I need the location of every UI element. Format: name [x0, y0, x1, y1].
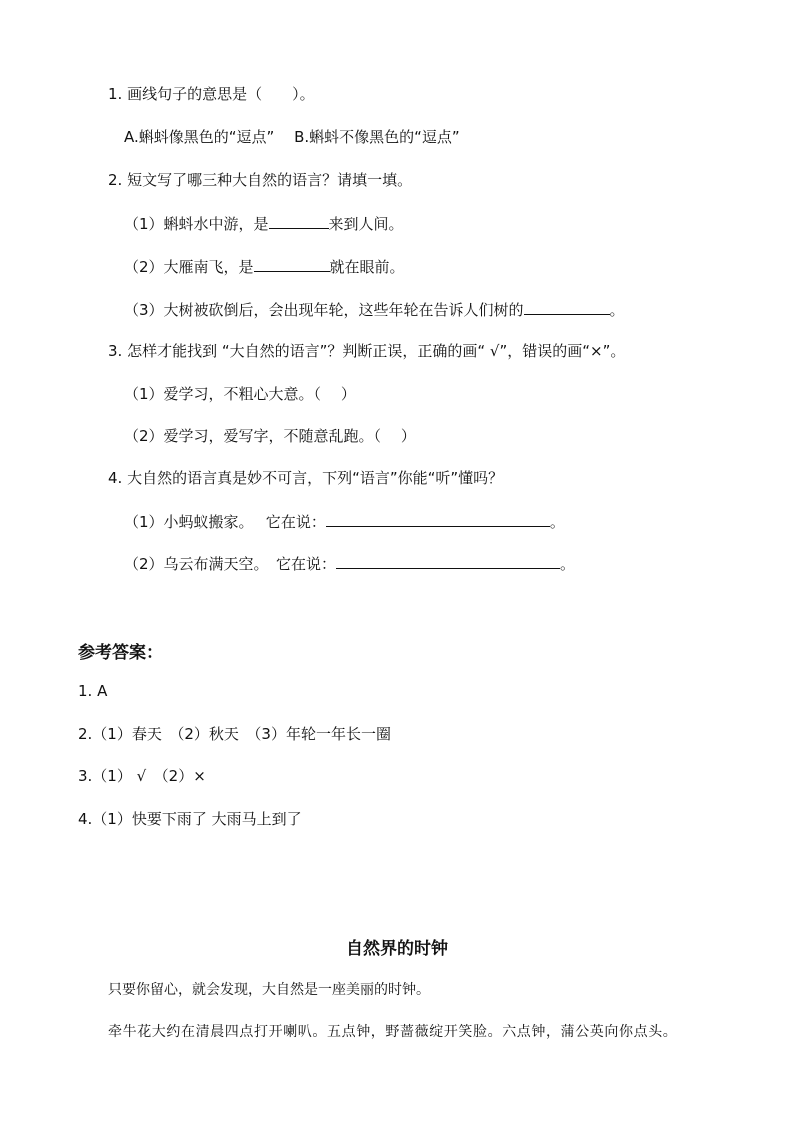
article-title: 自然界的时钟: [346, 939, 448, 959]
article-paragraph: 只要你留心，就会发现，大自然是一座美丽的时钟。: [108, 982, 430, 998]
answer-heading: 参考答案：: [78, 643, 163, 663]
question-4-item: [124, 553, 575, 574]
item-prefix: （2）乌云布满天空。 它在说：: [124, 555, 337, 573]
answer-blank[interactable]: [269, 213, 329, 229]
item-prefix: （1）小蚂蚁搬家。 它在说：: [124, 513, 326, 531]
question-1-options: A.蝌蚪像黑色的“逗点” B.蝌蚪不像黑色的“逗点”: [124, 128, 460, 146]
answer-blank[interactable]: [326, 511, 550, 527]
item-suffix: 来到人间。: [328, 215, 404, 233]
question-3-text: 3. 怎样才能找到 “大自然的语言”？判断正误，正确的画“ √”，错误的画“×”。: [108, 342, 626, 360]
answer-blank[interactable]: [336, 553, 560, 569]
item-prefix: （3）大树被砍倒后，会出现年轮，这些年轮在告诉人们树的: [124, 301, 524, 319]
question-2-item: [124, 299, 625, 320]
question-4-item: [124, 511, 565, 532]
answer-line: 1. A: [78, 682, 108, 700]
item-prefix: （2）大雁南飞，是: [124, 258, 254, 276]
answer-blank[interactable]: [524, 299, 610, 315]
article-paragraph: 牵牛花大约在清晨四点打开喇叭。五点钟，野蔷薇绽开笑脸。六点钟，蒲公英向你点头。: [108, 1024, 678, 1040]
item-suffix: 。: [549, 513, 565, 531]
item-suffix: 就在眼前。: [329, 258, 405, 276]
question-2-item: [124, 256, 405, 277]
item-suffix: 。: [560, 555, 576, 573]
answer-blank[interactable]: [254, 256, 330, 272]
question-1-text: 1. 画线句子的意思是（ ）。: [108, 85, 315, 103]
answer-line: 4.（1）快要下雨了 大雨马上到了: [78, 810, 302, 828]
item-suffix: 。: [609, 301, 625, 319]
answer-line: 2.（1）春天 （2）秋天 （3）年轮一年长一圈: [78, 725, 391, 743]
answer-line: 3.（1） √ （2）×: [78, 767, 206, 785]
question-3-item: （1）爱学习，不粗心大意。（ ）: [124, 385, 356, 403]
question-4-text: 4. 大自然的语言真是妙不可言，下列“语言”你能“听”懂吗？: [108, 469, 504, 487]
question-3-item: （2）爱学习，爱写字，不随意乱跑。（ ）: [124, 427, 416, 445]
item-prefix: （1）蝌蚪水中游，是: [124, 215, 269, 233]
question-2-text: 2. 短文写了哪三种大自然的语言？请填一填。: [108, 171, 413, 189]
question-2-item: [124, 213, 404, 234]
